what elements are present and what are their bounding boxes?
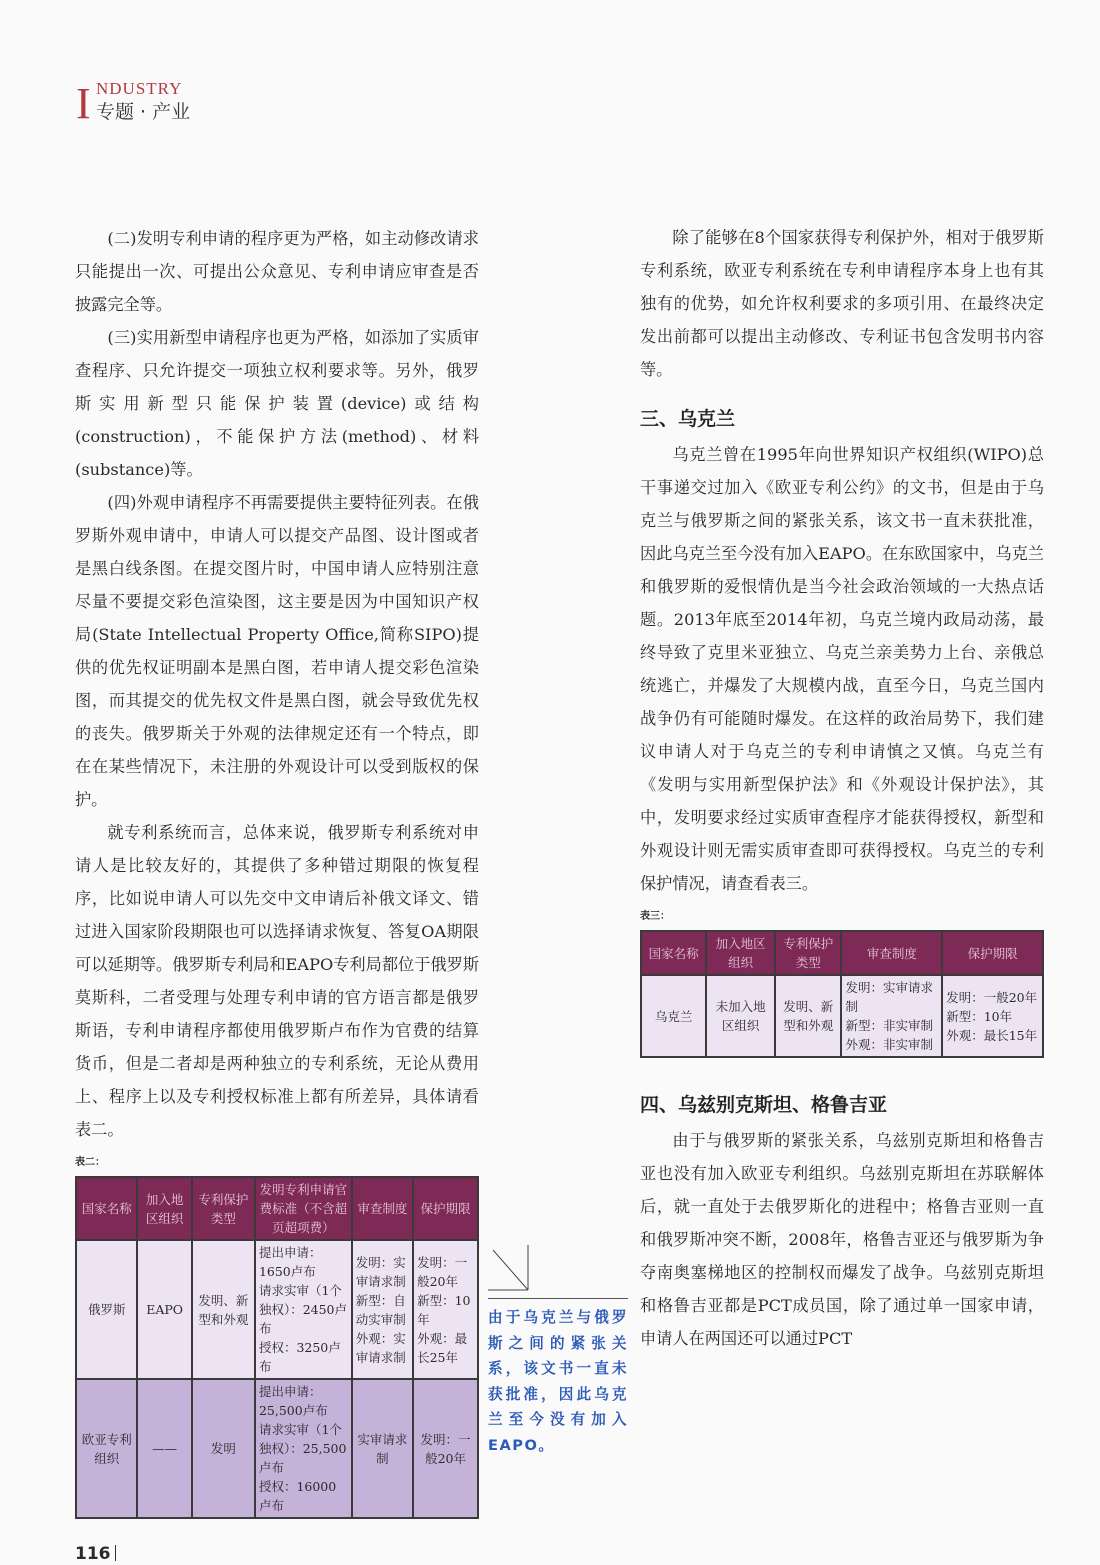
table-three-caption: 表三： bbox=[640, 911, 670, 922]
table-header-cell: 国家名称 bbox=[76, 1177, 137, 1240]
table-cell: 乌克兰 bbox=[641, 975, 706, 1057]
header-section-en: NDUSTRY bbox=[96, 79, 183, 98]
table-header-cell: 国家名称 bbox=[641, 931, 706, 975]
section-heading: 四、乌兹别克斯坦、格鲁吉亚 bbox=[640, 1094, 888, 1116]
section-heading: 三、乌克兰 bbox=[640, 408, 736, 430]
table-header-cell: 保护期限 bbox=[413, 1177, 478, 1240]
header-section-cn: 专题 · 产业 bbox=[96, 101, 191, 123]
table-header-cell: 专利保护类型 bbox=[775, 931, 841, 975]
table-cell: 发明：实审请求制 新型：自动实审制 外观：实审请求制 bbox=[352, 1240, 413, 1379]
table-cell: 发明 bbox=[192, 1379, 255, 1518]
table-cell: 未加入地区组织 bbox=[706, 975, 775, 1057]
table-header-cell: 专利保护类型 bbox=[192, 1177, 255, 1240]
header-initial: I bbox=[76, 79, 91, 128]
table-row bbox=[641, 975, 1043, 1057]
table-cell: 俄罗斯 bbox=[76, 1240, 137, 1379]
paragraph: (三)实用新型申请程序也更为严格，如添加了实质审查程序、只允许提交一项独立权利要求等。另外，俄罗斯实用新型只能保护装置(device)或结构(construction)，不能保护方法(method)、材料(substance)等。 bbox=[75, 328, 479, 479]
table-cell: 发明：实审请求制 新型：非实审制 外观：非实审制 bbox=[841, 975, 942, 1057]
table-row bbox=[76, 1379, 478, 1518]
paragraph: 乌克兰曾在1995年向世界知识产权组织(WIPO)总干事递交过加入《欧亚专利公约》的文书，但是由于乌克兰与俄罗斯之间的紧张关系，该文书一直未获批准，因此乌克兰至今没有加入EAPO。在东欧国家中，乌克兰和俄罗斯的爱恨情仇是当今社会政治领域的一大热点话题。2013年底至2014年初，乌克兰境内政局动荡，最终导致了克里米亚独立、乌克兰亲美势力上台、亲俄总统逃亡，并爆发了大规模内战，直至今日，乌克兰国内战争仍有可能随时爆发。在这样的政治局势下，我们建议申请人对于乌克兰的专利申请慎之又慎。乌克兰有《发明与实用新型保护法》和《外观设计保护法》，其中，发明要求经过实质审查程序才能获得授权，新型和外观设计则无需实质审查即可获得授权。乌克兰的专利保护情况，请查看表三。 bbox=[640, 445, 1044, 893]
table-three bbox=[640, 930, 1044, 1058]
pull-quote: 由于乌克兰与俄罗斯之间的紧张关系，该文书一直未获批准，因此乌克兰至今没有加入EAPO。 bbox=[488, 1309, 628, 1454]
page-number-text: 116 bbox=[75, 1544, 111, 1564]
left-column bbox=[75, 222, 479, 1565]
table-two bbox=[75, 1176, 479, 1519]
table-cell: 提出申请：1650卢布 请求实审（1个独权）：2450卢布 授权：3250卢布 bbox=[255, 1240, 352, 1379]
table-cell: 发明、新型和外观 bbox=[192, 1240, 255, 1379]
corner-arrow-icon bbox=[488, 1245, 532, 1295]
paragraph: 由于与俄罗斯的紧张关系，乌兹别克斯坦和格鲁吉亚也没有加入欧亚专利组织。乌兹别克斯坦在苏联解体后，就一直处于去俄罗斯化的进程中；格鲁吉亚则一直和俄罗斯冲突不断，2008年，格鲁吉亚还与俄罗斯为争夺南奥塞梯地区的控制权而爆发了战争。乌兹别克斯坦和格鲁吉亚都是PCT成员国，除了通过单一国家申请，申请人在两国还可以通过PCT bbox=[640, 1131, 1044, 1348]
table-header-row bbox=[641, 931, 1043, 975]
table-cell: —— bbox=[137, 1379, 191, 1518]
right-column bbox=[640, 221, 1044, 1355]
table-header-row bbox=[76, 1177, 478, 1240]
table-cell: 提出申请：25,500卢布 请求实审（1个独权）：25,500卢布 授权：16000卢布 bbox=[255, 1379, 352, 1518]
table-row bbox=[76, 1240, 478, 1379]
paragraph: 就专利系统而言，总体来说，俄罗斯专利系统对申请人是比较友好的，其提供了多种错过期限的恢复程序，比如说申请人可以先交中文申请后补俄文译文、错过进入国家阶段期限也可以选择请求恢复、答复OA期限可以延期等。俄罗斯专利局和EAPO专利局都位于俄罗斯莫斯科，二者受理与处理专利申请的官方语言都是俄罗斯语，专利申请程序都使用俄罗斯卢布作为官费的结算货币，但是二者却是两种独立的专利系统，无论从费用上、程序上以及专利授权标准上都有所差异，具体请看表二。 bbox=[75, 823, 479, 1139]
table-cell: 欧亚专利组织 bbox=[76, 1379, 137, 1518]
paragraph: (二)发明专利申请的程序更为严格，如主动修改请求只能提出一次、可提出公众意见、专利申请应审查是否披露完全等。 bbox=[75, 229, 479, 314]
quote-divider bbox=[488, 1298, 628, 1299]
table-cell: 实审请求制 bbox=[352, 1379, 413, 1518]
paragraph: (四)外观申请程序不再需要提供主要特征列表。在俄罗斯外观申请中，申请人可以提交产品图、设计图或者是黑白线条图。在提交图片时，中国申请人应特别注意尽量不要提交彩色渲染图，这主要是因为中国知识产权局(State Intellectual Property Office,简称SIPO)提供的优先权证明副本是黑白图，若申请人提交彩色渲染图，而其提交的优先权文件是黑白图，就会导致优先权的丧失。俄罗斯关于外观的法律规定还有一个特点，即在在某些情况下，未注册的外观设计可以受到版权的保护。 bbox=[75, 493, 479, 809]
divider bbox=[115, 1545, 116, 1561]
table-cell: 发明：一般20年 bbox=[413, 1379, 478, 1518]
page-number bbox=[75, 1543, 479, 1565]
table-header-cell: 加入地区组织 bbox=[706, 931, 775, 975]
table-two-caption: 表二： bbox=[75, 1157, 105, 1168]
table-cell: 发明：一般20年 新型：10年 外观：最长15年 bbox=[942, 975, 1043, 1057]
section-header bbox=[76, 78, 236, 128]
table-header-cell: 保护期限 bbox=[942, 931, 1043, 975]
table-header-cell: 审查制度 bbox=[352, 1177, 413, 1240]
table-header-cell: 加入地区组织 bbox=[137, 1177, 191, 1240]
table-header-cell: 发明专利申请官费标准（不含超页超项费） bbox=[255, 1177, 352, 1240]
table-cell: EAPO bbox=[137, 1240, 191, 1379]
paragraph: 除了能够在8个国家获得专利保护外，相对于俄罗斯专利系统，欧亚专利系统在专利申请程序本身上也有其独有的优势，如允许权利要求的多项引用、在最终决定发出前都可以提出主动修改、专利证书包含发明书内容等。 bbox=[640, 228, 1044, 379]
table-cell: 发明、新型和外观 bbox=[775, 975, 841, 1057]
table-cell: 发明：一般20年 新型：10年 外观：最长25年 bbox=[413, 1240, 478, 1379]
table-header-cell: 审查制度 bbox=[841, 931, 942, 975]
